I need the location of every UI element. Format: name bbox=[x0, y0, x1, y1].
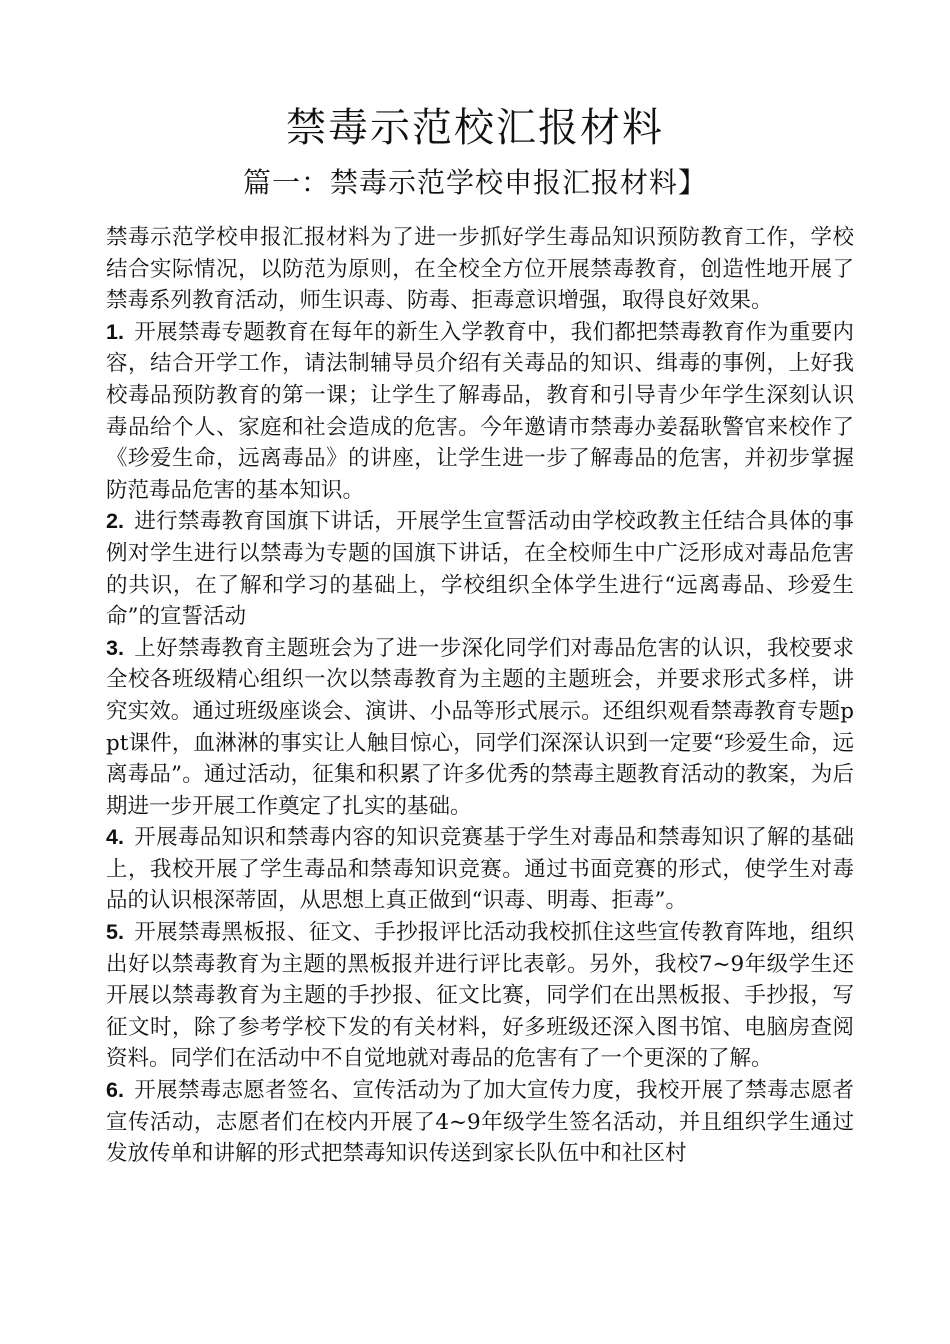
section-paragraph bbox=[106, 633, 854, 823]
section-text: 进行禁毒教育国旗下讲话，开展学生宣誓活动由学校政教主任结合具体的事例对学生进行以禁毒为专题的国旗下讲话，在全校师生中广泛形成对毒品危害的共识，在了解和学习的基础上，学校组织全体学生进行“远离毒品、珍爱生命”的宣誓活动 bbox=[106, 509, 854, 630]
section-number: 2. bbox=[106, 509, 124, 534]
section-text: 开展毒品知识和禁毒内容的知识竞赛基于学生对毒品和禁毒知识了解的基础上，我校开展了学生毒品和禁毒知识竞赛。通过书面竞赛的形式，使学生对毒品的认识根深蒂固，从思想上真正做到“识毒、明毒、拒毒”。 bbox=[106, 825, 854, 914]
section-text: 开展禁毒黑板报、征文、手抄报评比活动我校抓住这些宣传教育阵地，组织出好以禁毒教育为主题的黑板报并进行评比表彰。另外，我校7~9年级学生还开展以禁毒教育为主题的手抄报、征文比赛，同学们在出黑板报、手抄报，写征文时，除了参考学校下发的有关材料，好多班级还深入图书馆、电脑房查阅资料。同学们在活动中不自觉地就对毒品的危害有了一个更深的了解。 bbox=[106, 920, 854, 1072]
document-subtitle: 篇一：禁毒示范学校申报汇报材料】 bbox=[242, 166, 707, 199]
section-paragraph bbox=[106, 317, 854, 507]
document-title: 禁毒示范校汇报材料 bbox=[286, 105, 664, 151]
section-number: 3. bbox=[106, 635, 124, 660]
section-paragraph bbox=[106, 1075, 854, 1170]
section-paragraph bbox=[106, 917, 854, 1075]
section-text: 上好禁毒教育主题班会为了进一步深化同学们对毒品危害的认识，我校要求全校各班级精心组织一次以禁毒教育为主题的主题班会，并要求形式多样，讲究实效。通过班级座谈会、演讲、小品等形式展示。还组织观看禁毒教育专题ppt课件，血淋淋的事实让人触目惊心，同学们深深认识到一定要“珍爱生命，远离毒品”。通过活动，征集和积累了许多优秀的禁毒主题教育活动的教案，为后期进一步开展工作奠定了扎实的基础。 bbox=[106, 635, 854, 819]
section-text: 开展禁毒专题教育在每年的新生入学教育中，我们都把禁毒教育作为重要内容，结合开学工作，请法制辅导员介绍有关毒品的知识、缉毒的事例，上好我校毒品预防教育的第一课；让学生了解毒品，教育和引导青少年学生深刻认识毒品给个人、家庭和社会造成的危害。今年邀请市禁毒办姜磊耿警官来校作了《珍爱生命，远离毒品》的讲座，让学生进一步了解毒品的危害，并初步掌握防范毒品危害的基本知识。 bbox=[106, 319, 854, 503]
section-number: 6. bbox=[106, 1078, 124, 1103]
section-number: 1. bbox=[106, 319, 124, 344]
section-text: 开展禁毒志愿者签名、宣传活动为了加大宣传力度，我校开展了禁毒志愿者宣传活动，志愿者们在校内开展了4~9年级学生签名活动，并且组织学生通过发放传单和讲解的形式把禁毒知识传送到家长队伍中和社区村 bbox=[106, 1078, 854, 1167]
document-body bbox=[106, 222, 854, 1170]
section-number: 5. bbox=[106, 920, 124, 945]
intro-paragraph: 禁毒示范学校申报汇报材料为了进一步抓好学生毒品知识预防教育工作，学校结合实际情况，以防范为原则，在全校全方位开展禁毒教育，创造性地开展了禁毒系列教育活动，师生识毒、防毒、拒毒意识增强，取得良好效果。 bbox=[106, 225, 854, 314]
section-paragraph bbox=[106, 822, 854, 917]
section-number: 4. bbox=[106, 825, 124, 850]
section-paragraph bbox=[106, 506, 854, 632]
